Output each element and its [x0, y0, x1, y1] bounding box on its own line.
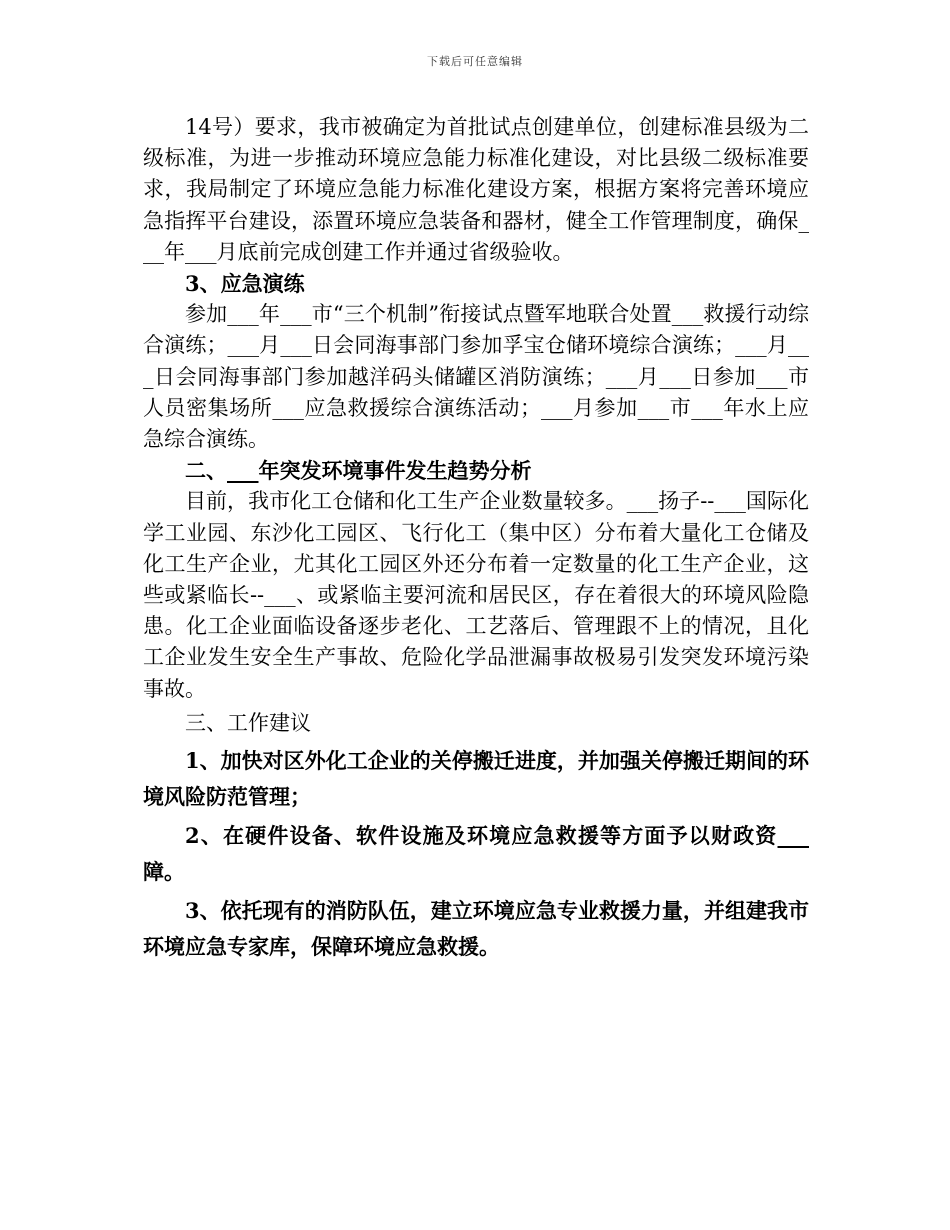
page-header: 下载后可任意编辑 [427, 55, 523, 68]
heading-work-suggestions: 三、工作建议 [185, 710, 311, 735]
paragraph-standardization: 14号）要求，我市被确定为首批试点创建单位，创建标准县级为二级标准，为进一步推动环境应急能力标准化建设，对比县级二级标准要求，我局制定了环境应急能力标准化建设方案，根据方案将完善环境应急指挥平台建设，添置环境应急装备和器材，健全工作管理制度，确保___年___月底前完成创建工作并通过省级验收。 [143, 115, 809, 264]
suggestion-3: 3、依托现有的消防队伍，建立环境应急专业救援力量，并组建我市环境应急专家库，保障环境应急救援。 [143, 898, 809, 959]
suggestion-2: 2、在硬件设备、软件设施及环境应急救援等方面予以财政资___障。 [143, 823, 809, 884]
heading-trend-analysis: 二、___年突发环境事件发生趋势分析 [185, 458, 532, 484]
heading-emergency-drill: 3、应急演练 [185, 271, 305, 297]
suggestion-1: 1、加快对区外化工企业的关停搬迁进度，并加强关停搬迁期间的环境风险防范管理； [143, 748, 809, 809]
paragraph-drills: 参加___年___市“三个机制”衔接试点暨军地联合处置___救援行动综合演练；___月___日会同海事部门参加孚宝仓储环境综合演练；___月___日会同海事部门参加越洋码头储罐区消防演练；___月___日参加___市人员密集场所___应急救援综合演练活动；___月参加___市___年水上应急综合演练。 [143, 302, 809, 452]
paragraph-trend: 目前，我市化工仓储和化工生产企业数量较多。___扬子--___国际化学工业园、东沙化工园区、飞行化工（集中区）分布着大量化工仓储及化工生产企业，尤其化工园区外还分布着一定数量的化工生产企业，这些或紧临长--___、或紧临主要河流和居民区，存在着很大的环境风险隐患。化工企业面临设备逐步老化、工艺落后、管理跟不上的情况，且化工企业发生安全生产事故、危险化学品泄漏事故极易引发突发环境污染事故。 [143, 489, 809, 701]
document-body [143, 112, 809, 964]
